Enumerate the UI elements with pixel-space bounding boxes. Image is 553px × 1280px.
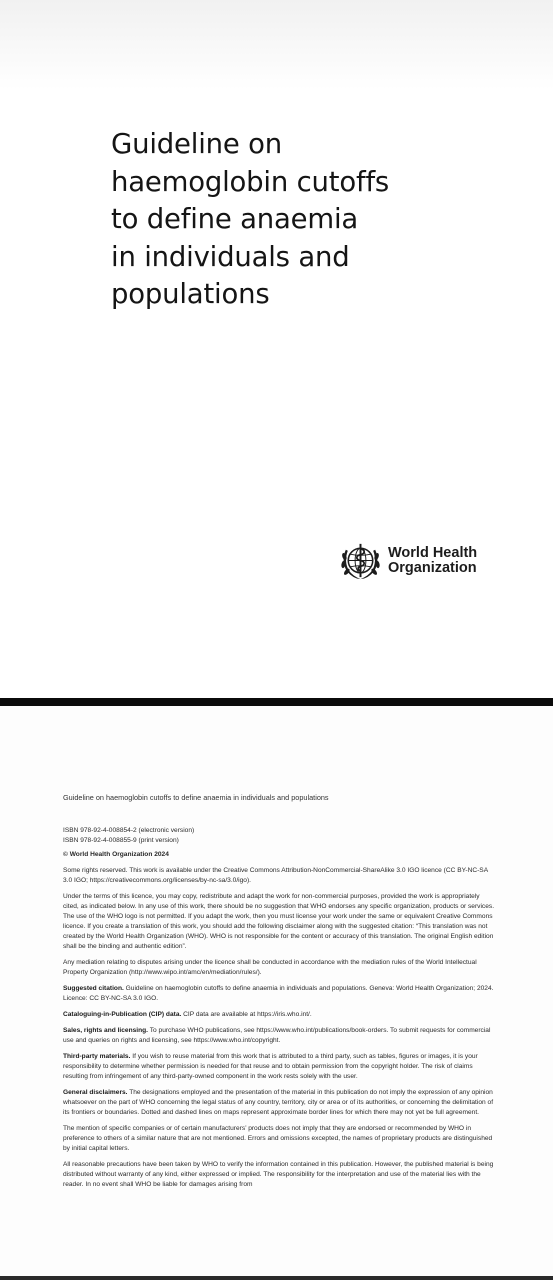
cover-title-line: haemoglobin cutoffs <box>111 165 390 198</box>
disclaimers-paragraph <box>63 1088 495 1118</box>
isbn-print: ISBN 978-92-4-008855-9 (print version) <box>63 837 179 844</box>
sales-text: To purchase WHO publications, see https://www.who.int/publications/book-orders. To submit requests for commercial use and queries on rights and licensing, see https://www.who.int/copyright. <box>63 1027 491 1044</box>
third-party-label: Third-party materials. <box>63 1053 131 1060</box>
who-logo <box>338 538 488 584</box>
cover-title-line: in individuals and <box>111 240 350 273</box>
precautions-paragraph: All reasonable precautions have been taken by WHO to verify the information contained in this publication. However, the published material is being distributed without warranty of any kind, either expressed or implied. The responsibility for the interpretation and use of the material lies with the reader. In no event shall WHO be liable for damages arising from <box>63 1161 494 1188</box>
mention-paragraph: The mention of specific companies or of certain manufacturers’ products does not imply that they are endorsed or recommended by WHO in preference to others of a similar nature that are not mentioned. Errors and omissions excepted, the names of proprietary products are distinguished by initial capital letters. <box>63 1125 493 1152</box>
who-name <box>388 546 477 576</box>
cover-title <box>111 126 531 314</box>
third-party-paragraph <box>63 1052 495 1082</box>
sales-paragraph <box>63 1026 495 1046</box>
cover-title-line: Guideline on <box>111 128 282 160</box>
cip-label: Cataloguing-in-Publication (CIP) data. <box>63 1011 182 1018</box>
who-name-line2: Organization <box>388 560 477 576</box>
citation-text: Guideline on haemoglobin cutoffs to define anaemia in individuals and populations. Geneva: World Health Organization; 2024. Licence: CC BY-NC-SA 3.0 IGO. <box>63 985 494 1002</box>
mediation-paragraph: Any mediation relating to disputes arising under the licence shall be conducted in accordance with the mediation rules of the World Intellectual Property Organization (http://www.wipo.int/amc/en/mediation/rules/). <box>63 959 477 976</box>
disclaimers-label: General disclaimers. <box>63 1089 128 1096</box>
citation-paragraph <box>63 984 495 1004</box>
cover-title-line: to define anaemia <box>111 203 359 235</box>
running-head: Guideline on haemoglobin cutoffs to define anaemia in individuals and populations <box>63 793 329 802</box>
imprint-body <box>63 826 495 1196</box>
who-emblem-icon <box>338 538 383 583</box>
page-divider <box>0 698 553 706</box>
page-shadow <box>0 0 553 90</box>
disclaimers-text: The designations employed and the presentation of the material in this publication do not imply the expression of any opinion whatsoever on the part of WHO concerning the legal status of any country, territory, city or area or of its authorities, or concerning the delimitation of its frontiers or boundaries. Dotted and dashed lines on maps represent approximate border lines for which there may not yet be full agreement. <box>63 1089 494 1116</box>
copyright-line: © World Health Organization 2024 <box>63 851 169 858</box>
citation-label: Suggested citation. <box>63 985 124 992</box>
rights-paragraph: Some rights reserved. This work is available under the Creative Commons Attribution-NonCommercial-ShareAlike 3.0 IGO licence (CC BY-NC-SA 3.0 IGO; https://creativecommons.org/licenses/by-nc-sa/3.0/igo). <box>63 867 488 884</box>
terms-paragraph: Under the terms of this licence, you may copy, redistribute and adapt the work for non-commercial purposes, provided the work is appropriately cited, as indicated below. In any use of this work, there should be no suggestion that WHO endorses any specific organization, products or services. The use of the WHO logo is not permitted. If you adapt the work, then you must license your work under the same or equivalent Creative Commons licence. If you create a translation of this work, you should add the following disclaimer along with the suggested citation: “This translation was not created by the World Health Organization (WHO). WHO is not responsible for the content or accuracy of this translation. The original English edition shall be the binding and authentic edition”. <box>63 893 495 950</box>
imprint-page <box>0 706 553 1280</box>
third-party-text: If you wish to reuse material from this work that is attributed to a third party, such as tables, figures or images, it is your responsibility to determine whether permission is needed for that reuse and to obtain permission from the copyright holder. The risk of claims resulting from infringement of any third-party-owned component in the work rests solely with the user. <box>63 1053 478 1080</box>
cip-text: CIP data are available at https://iris.who.int/. <box>183 1011 312 1018</box>
cover-title-line: populations <box>111 278 270 310</box>
bottom-edge <box>0 1276 553 1280</box>
isbn-electronic: ISBN 978-92-4-008854-2 (electronic version) <box>63 827 195 834</box>
sales-label: Sales, rights and licensing. <box>63 1027 149 1034</box>
cip-paragraph <box>63 1010 495 1020</box>
who-name-line1: World Health <box>388 545 478 561</box>
